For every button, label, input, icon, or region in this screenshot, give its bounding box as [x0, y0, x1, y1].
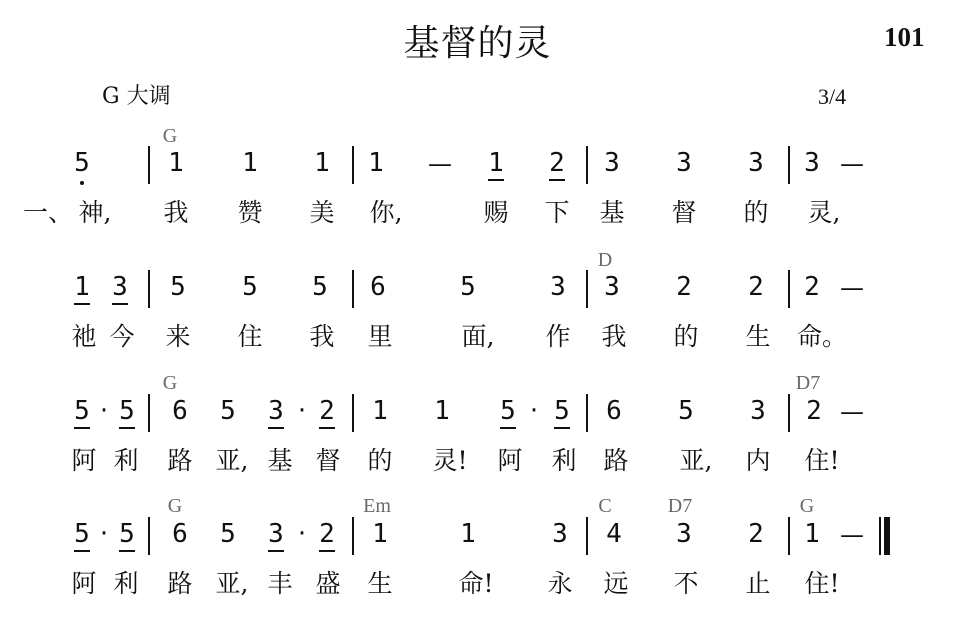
- eighth-underline: [549, 179, 565, 181]
- note: 5: [119, 396, 135, 426]
- lyric-syllable: 住!: [804, 569, 840, 598]
- eighth-underline: [319, 427, 335, 429]
- lyric-syllable: 命!: [458, 569, 494, 598]
- lyric-syllable: 我: [163, 198, 189, 227]
- lyric-syllable: 基: [267, 446, 293, 475]
- lyric-syllable: 路: [167, 446, 193, 475]
- eighth-underline: [488, 179, 504, 181]
- lyric-syllable: 内: [745, 446, 771, 475]
- eighth-underline: [554, 427, 570, 429]
- lyric-syllable: 的: [367, 446, 393, 475]
- note: 6: [606, 396, 622, 426]
- eighth-underline: [319, 550, 335, 552]
- barline: [586, 394, 588, 432]
- lyric-syllable: 不: [673, 569, 699, 598]
- note: 5: [74, 519, 90, 549]
- note: 5: [554, 396, 570, 426]
- barline: [352, 146, 354, 184]
- note: 5: [220, 396, 236, 426]
- eighth-underline: [268, 427, 284, 429]
- sustain-dash: —: [428, 150, 452, 178]
- note: 2: [319, 396, 335, 426]
- note: 5: [74, 148, 90, 178]
- eighth-underline: [119, 427, 135, 429]
- lyric-syllable: 亚,: [679, 446, 713, 475]
- barline: [586, 517, 588, 555]
- lyric-syllable: 阿: [497, 446, 523, 475]
- note: 2: [319, 519, 335, 549]
- lyric-syllable: 利: [113, 569, 139, 598]
- note: 5: [119, 519, 135, 549]
- hymn-title: 基督的灵: [403, 23, 552, 64]
- note: 3: [112, 272, 128, 302]
- note: 1: [74, 272, 90, 302]
- chord-symbol: G: [162, 372, 178, 394]
- eighth-underline: [74, 427, 90, 429]
- augmentation-dot: ·: [99, 396, 109, 426]
- note: 1: [168, 148, 184, 178]
- chord-symbol: D7: [795, 372, 821, 394]
- note: 1: [372, 396, 388, 426]
- barline: [788, 270, 790, 308]
- lyric-syllable: 一、: [22, 198, 74, 227]
- barline: [352, 517, 354, 555]
- note: 3: [748, 148, 764, 178]
- chord-symbol: C: [598, 495, 612, 517]
- chord-symbol: Em: [363, 495, 391, 517]
- note: 1: [434, 396, 450, 426]
- lyric-syllable: 作: [545, 322, 571, 351]
- key-signature: G 大调: [102, 84, 171, 109]
- lyric-syllable: 利: [113, 446, 139, 475]
- lyric-syllable: 命。: [796, 322, 848, 351]
- final-barline: [884, 517, 890, 555]
- lyric-syllable: 的: [743, 198, 769, 227]
- barline: [148, 517, 150, 555]
- barline: [586, 146, 588, 184]
- barline: [352, 270, 354, 308]
- chord-symbol: G: [162, 125, 178, 147]
- note: 5: [460, 272, 476, 302]
- lyric-syllable: 路: [167, 569, 193, 598]
- barline: [148, 270, 150, 308]
- barline: [148, 394, 150, 432]
- chord-symbol: G: [167, 495, 183, 517]
- lyric-syllable: 督: [315, 446, 341, 475]
- lyric-syllable: 灵!: [432, 446, 468, 475]
- note: 2: [804, 272, 820, 302]
- lyric-syllable: 止: [745, 569, 771, 598]
- note: 5: [500, 396, 516, 426]
- lyric-syllable: 督: [671, 198, 697, 227]
- barline: [586, 270, 588, 308]
- lyric-syllable: 神,: [78, 198, 112, 227]
- note: 6: [172, 519, 188, 549]
- augmentation-dot: ·: [297, 519, 307, 549]
- sustain-dash: —: [840, 398, 864, 426]
- lyric-syllable: 你,: [369, 198, 403, 227]
- lyric-syllable: 美: [309, 198, 335, 227]
- lyric-syllable: 远: [603, 569, 629, 598]
- eighth-underline: [74, 303, 90, 305]
- hymn-number: 101: [884, 22, 925, 52]
- lower-octave-dot: [80, 181, 84, 185]
- lyric-syllable: 住: [237, 322, 263, 351]
- lyric-syllable: 赞: [237, 198, 263, 227]
- lyric-syllable: 里: [367, 322, 393, 351]
- lyric-syllable: 亚,: [215, 569, 249, 598]
- note: 3: [604, 148, 620, 178]
- lyric-syllable: 我: [309, 322, 335, 351]
- note: 6: [370, 272, 386, 302]
- note: 3: [804, 148, 820, 178]
- lyric-syllable: 赐: [483, 198, 509, 227]
- note: 2: [806, 396, 822, 426]
- note: 6: [172, 396, 188, 426]
- chord-symbol: G: [799, 495, 815, 517]
- note: 5: [74, 396, 90, 426]
- lyric-syllable: 今: [109, 322, 135, 351]
- lyric-syllable: 面,: [461, 322, 495, 351]
- note: 3: [552, 519, 568, 549]
- chord-symbol: D7: [667, 495, 693, 517]
- note: 2: [748, 272, 764, 302]
- barline: [879, 517, 881, 555]
- note: 3: [550, 272, 566, 302]
- eighth-underline: [74, 550, 90, 552]
- lyric-syllable: 亚,: [215, 446, 249, 475]
- note: 2: [748, 519, 764, 549]
- lyric-syllable: 下: [544, 198, 570, 227]
- lyric-syllable: 来: [165, 322, 191, 351]
- note: 1: [368, 148, 384, 178]
- sustain-dash: —: [840, 150, 864, 178]
- note: 5: [678, 396, 694, 426]
- lyric-syllable: 的: [673, 322, 699, 351]
- note: 5: [242, 272, 258, 302]
- note: 1: [372, 519, 388, 549]
- eighth-underline: [119, 550, 135, 552]
- augmentation-dot: ·: [99, 519, 109, 549]
- barline: [148, 146, 150, 184]
- lyric-syllable: 生: [745, 322, 771, 351]
- note: 2: [549, 148, 565, 178]
- eighth-underline: [500, 427, 516, 429]
- note: 1: [488, 148, 504, 178]
- barline: [788, 394, 790, 432]
- lyric-syllable: 生: [367, 569, 393, 598]
- note: 1: [804, 519, 820, 549]
- lyric-syllable: 丰: [267, 569, 293, 598]
- time-signature: 3/4: [818, 84, 847, 109]
- note: 3: [268, 396, 284, 426]
- note: 3: [676, 148, 692, 178]
- augmentation-dot: ·: [297, 396, 307, 426]
- lyric-syllable: 阿: [71, 569, 97, 598]
- note: 4: [606, 519, 622, 549]
- barline: [352, 394, 354, 432]
- note: 1: [314, 148, 330, 178]
- note: 5: [170, 272, 186, 302]
- sustain-dash: —: [840, 274, 864, 302]
- note: 3: [750, 396, 766, 426]
- note: 3: [268, 519, 284, 549]
- lyric-syllable: 祂: [71, 322, 97, 351]
- lyric-syllable: 住!: [804, 446, 840, 475]
- note: 3: [676, 519, 692, 549]
- lyric-syllable: 基: [599, 198, 625, 227]
- lyric-syllable: 我: [601, 322, 627, 351]
- lyric-syllable: 盛: [315, 569, 341, 598]
- note: 2: [676, 272, 692, 302]
- chord-symbol: D: [597, 249, 613, 271]
- note: 1: [242, 148, 258, 178]
- lyric-syllable: 永: [547, 569, 573, 598]
- augmentation-dot: ·: [529, 396, 539, 426]
- lyric-syllable: 阿: [71, 446, 97, 475]
- note: 1: [460, 519, 476, 549]
- barline: [788, 517, 790, 555]
- eighth-underline: [268, 550, 284, 552]
- lyric-syllable: 利: [551, 446, 577, 475]
- sustain-dash: —: [840, 521, 864, 549]
- barline: [788, 146, 790, 184]
- lyric-syllable: 灵,: [807, 198, 841, 227]
- eighth-underline: [112, 303, 128, 305]
- note: 5: [312, 272, 328, 302]
- note: 3: [604, 272, 620, 302]
- lyric-syllable: 路: [603, 446, 629, 475]
- note: 5: [220, 519, 236, 549]
